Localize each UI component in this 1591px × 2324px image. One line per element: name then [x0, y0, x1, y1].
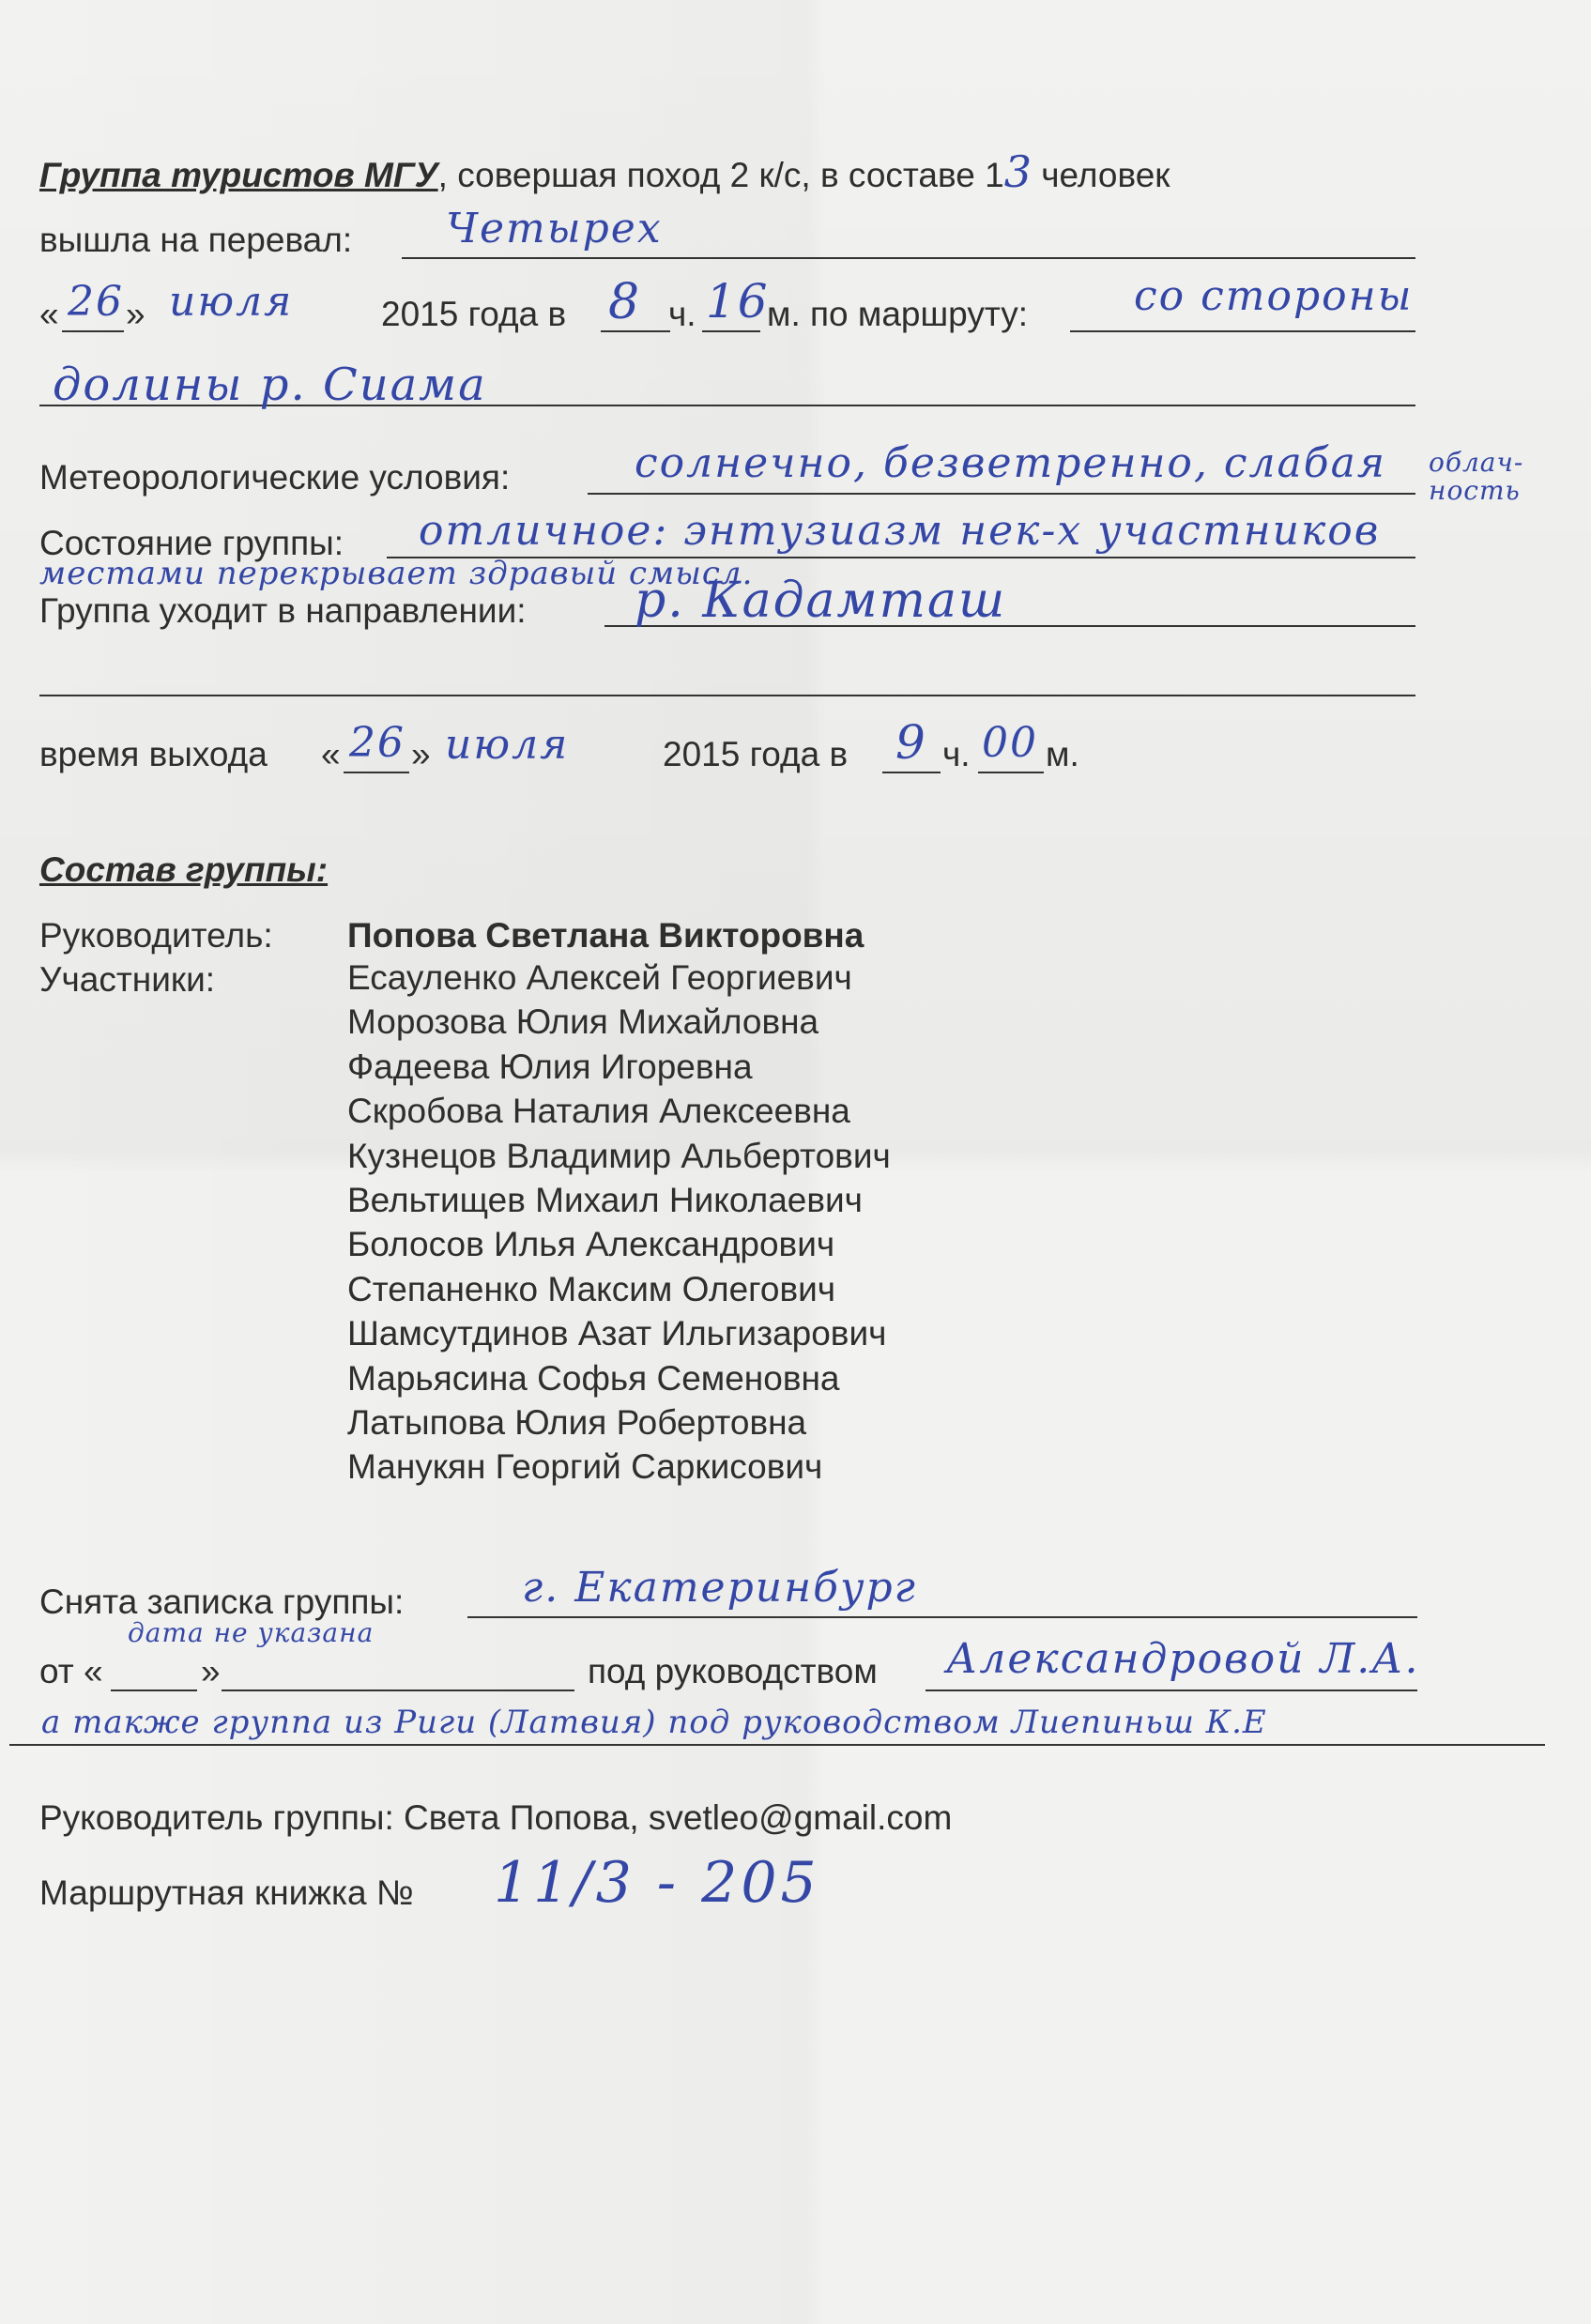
composition-title: Состав группы: — [39, 850, 329, 889]
header-line — [39, 146, 1170, 197]
condition-continuation: местами перекрывает здравый смысл. — [39, 555, 754, 592]
departure-year-text: 2015 года в — [663, 735, 849, 773]
departure-label: время выхода — [39, 735, 268, 773]
departure-hour: 9 — [895, 715, 927, 770]
arrival-open-quote: « — [39, 295, 59, 333]
from-date-underline — [111, 1689, 197, 1691]
direction-value: р. Кадамташ — [635, 573, 1007, 629]
condition-value: отличное: энтузиазм нек-х участников — [419, 507, 1381, 555]
arrival-hour-underline — [601, 330, 670, 332]
departure-hour-underline — [882, 772, 941, 773]
book-label: Маршрутная книжка № — [39, 1873, 414, 1912]
weather-underline — [588, 493, 1415, 495]
extra-note-underline — [9, 1744, 1545, 1746]
departure-hour-unit: ч. — [942, 735, 971, 773]
departure-close-quote: » — [411, 735, 431, 773]
removal-label: Снята записка группы: — [39, 1582, 405, 1621]
arrival-day-underline — [62, 330, 124, 332]
arrival-minute-unit: м. по маршруту: — [767, 295, 1028, 333]
extra-note: а также группа из Риги (Латвия) под руководством Лиепиньш К.Е — [41, 1704, 1267, 1741]
participant: Марьясина Софья Семеновна — [347, 1358, 840, 1398]
book-number: 11/3 - 205 — [494, 1850, 820, 1916]
condition-label: Состояние группы: — [39, 524, 344, 562]
participant: Фадеева Юлия Игоревна — [347, 1047, 753, 1086]
participant: Латыпова Юлия Робертовна — [347, 1402, 807, 1442]
arrival-minute-underline — [702, 330, 760, 332]
departure-open-quote: « — [321, 735, 341, 773]
arrival-hour: 8 — [608, 274, 642, 330]
date-note: дата не указана — [128, 1617, 375, 1648]
participant: Вельтищев Михаил Николаевич — [347, 1180, 863, 1219]
removal-underline — [467, 1616, 1417, 1618]
participant: Есауленко Алексей Георгиевич — [347, 958, 852, 997]
weather-value: солнечно, безветренно, слабая — [635, 439, 1386, 487]
removal-value: г. Екатеринбург — [522, 1564, 917, 1612]
participant: Степаненко Максим Олегович — [347, 1269, 836, 1308]
participant: Скробова Наталия Алексеевна — [347, 1092, 850, 1131]
group-title: Группа туристов МГУ — [39, 156, 438, 194]
participant: Шамсутдинов Азат Ильгизарович — [347, 1314, 887, 1353]
leader-contact: Руководитель группы: Света Попова, svetleo@gmail.com — [39, 1798, 953, 1837]
route-line1: со стороны — [1134, 272, 1414, 320]
arrival-day: 26 — [68, 278, 124, 326]
arrival-month: июля — [169, 278, 294, 326]
arrival-close-quote: » — [126, 295, 145, 333]
participant: Манукян Георгий Саркисович — [347, 1447, 823, 1487]
participant: Кузнецов Владимир Альбертович — [347, 1136, 891, 1175]
blank-underline — [39, 695, 1415, 696]
supervisor: Александровой Л.А. — [946, 1635, 1420, 1683]
supervision-label: под руководством — [588, 1652, 878, 1690]
arrival-minute: 16 — [706, 274, 770, 329]
weather-continuation: облач-ность — [1429, 447, 1524, 506]
pass-underline — [402, 257, 1415, 259]
route-line2: долины р. Сиама — [53, 359, 487, 411]
from-label: от « — [39, 1652, 103, 1690]
count-digit: 3 — [1003, 146, 1032, 197]
from-month-underline — [222, 1689, 574, 1691]
supervisor-underline — [926, 1689, 1417, 1691]
departure-month: июля — [445, 721, 570, 769]
leader-label: Руководитель: — [39, 916, 273, 955]
from-close-quote: » — [201, 1652, 221, 1690]
direction-label: Группа уходит в направлении: — [39, 591, 527, 630]
weather-label: Метеорологические условия: — [39, 458, 511, 497]
arrival-year-text: 2015 года в — [381, 295, 567, 333]
people-word: человек — [1031, 156, 1170, 194]
departure-minute-unit: м. — [1046, 735, 1079, 773]
pass-value: Четырех — [446, 205, 663, 252]
participant: Болосов Илья Александрович — [347, 1225, 835, 1264]
departure-day-underline — [344, 772, 409, 773]
header-rest: , совершая поход 2 к/с, в составе 1 — [437, 156, 1004, 194]
departure-minute-underline — [978, 772, 1044, 773]
participants-label: Участники: — [39, 960, 216, 999]
departure-minute: 00 — [982, 719, 1038, 767]
leader-name: Попова Светлана Викторовна — [347, 916, 864, 955]
arrival-hour-unit: ч. — [668, 295, 696, 333]
pass-label: вышла на перевал: — [39, 221, 353, 259]
participant: Морозова Юлия Михайловна — [347, 1002, 819, 1042]
departure-day: 26 — [349, 719, 405, 767]
route-underline — [1070, 330, 1415, 332]
participants-list — [347, 956, 891, 1490]
